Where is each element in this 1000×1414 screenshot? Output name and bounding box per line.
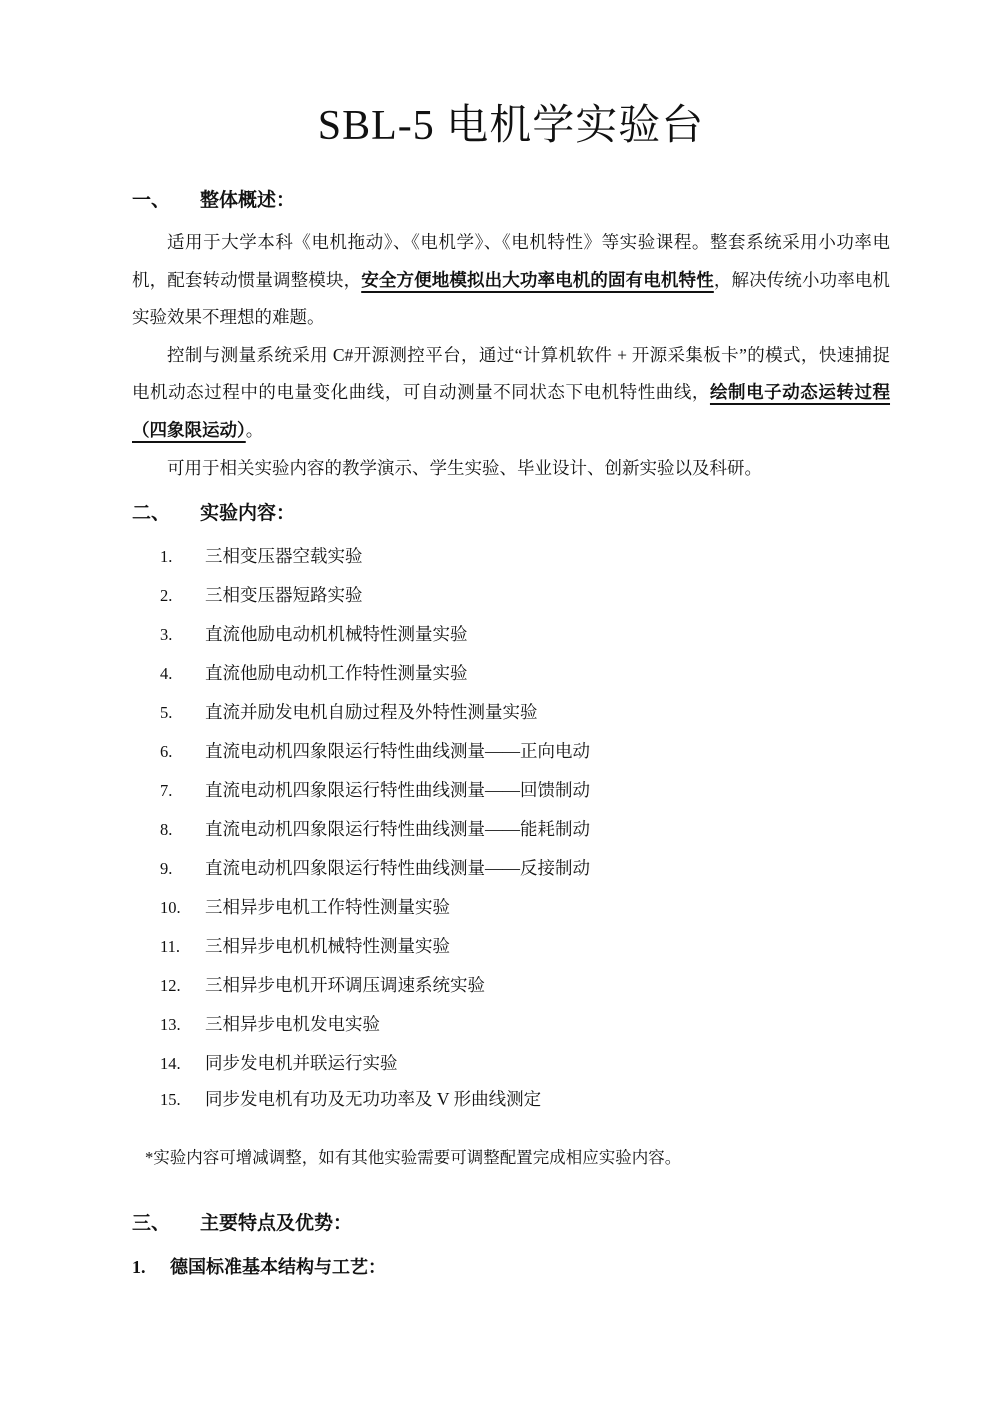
list-item-text: 三相变压器空载实验 xyxy=(205,546,363,567)
experiment-list-item xyxy=(132,732,890,771)
list-item-number: 15. xyxy=(160,1090,181,1110)
body-text: ，解决传统小功率电机实验效果不理想的难题。 xyxy=(132,269,891,328)
experiment-list-item xyxy=(132,654,890,693)
emphasized-text: 绘制电子动态运转过程（四象限运动） xyxy=(132,382,891,440)
list-item-number: 9. xyxy=(160,859,173,879)
list-item-number: 5. xyxy=(160,703,173,723)
experiment-list-item xyxy=(132,1005,890,1044)
section-heading-features xyxy=(132,1209,890,1239)
list-item-number: 13. xyxy=(160,1015,181,1035)
overview-paragraph xyxy=(132,337,890,450)
experiment-list-item xyxy=(132,810,890,849)
list-item-number: 14. xyxy=(160,1054,181,1074)
section-title: 实验内容： xyxy=(200,503,296,525)
list-item-number: 3. xyxy=(160,625,173,645)
experiment-list-item xyxy=(132,1044,890,1083)
experiments-note: *实验内容可增减调整，如有其他实验需要可调整配置完成相应实验内容。 xyxy=(145,1148,682,1168)
experiment-list-item xyxy=(132,927,890,966)
list-item-number: 12. xyxy=(160,976,181,996)
section-heading-experiments xyxy=(132,499,890,529)
feature-list-item xyxy=(132,1249,890,1285)
list-item-text: 直流电动机四象限运行特性曲线测量——反接制动 xyxy=(205,858,590,879)
section-number: 一、 xyxy=(132,190,171,211)
list-item-text: 直流电动机四象限运行特性曲线测量——正向电动 xyxy=(205,741,590,762)
overview-paragraph xyxy=(132,224,890,337)
list-item-number: 2. xyxy=(160,586,173,606)
list-item-number: 6. xyxy=(160,742,173,762)
overview-paragraphs xyxy=(132,224,890,487)
experiment-list-item xyxy=(132,888,890,927)
list-item-number: 1. xyxy=(160,547,173,567)
list-item-text: 三相异步电机工作特性测量实验 xyxy=(205,897,450,918)
experiment-list xyxy=(132,537,890,1119)
list-item-text: 三相变压器短路实验 xyxy=(205,585,363,606)
list-item-text: 三相异步电机开环调压调速系统实验 xyxy=(205,975,485,996)
experiment-list-item xyxy=(132,537,890,576)
emphasized-text: 安全方便地模拟出大功率电机的固有电机特性 xyxy=(361,269,714,290)
list-item-text: 德国标准基本结构与工艺： xyxy=(170,1257,386,1278)
body-text: 适用于大学本科《电机拖动》、《电机学》、《电机特性》等实验课程。整套系统采用小功率电机，配套转动惯量调整模块， xyxy=(132,232,890,290)
list-item-text: 同步发电机并联运行实验 xyxy=(205,1053,398,1074)
list-item-number: 7. xyxy=(160,781,173,801)
list-item-text: 三相异步电机机械特性测量实验 xyxy=(205,936,450,957)
list-item-text: 直流并励发电机自励过程及外特性测量实验 xyxy=(205,702,538,723)
body-text: 。 xyxy=(245,419,264,440)
experiment-list-item xyxy=(132,771,890,810)
experiment-list-item xyxy=(132,966,890,1005)
list-item-number: 11. xyxy=(160,937,181,957)
section-heading-overview xyxy=(132,186,890,216)
experiment-list-item xyxy=(132,1083,890,1119)
feature-list xyxy=(132,1249,890,1285)
section-title: 主要特点及优势： xyxy=(200,1213,353,1235)
section-number: 三、 xyxy=(132,1213,171,1235)
list-item-text: 直流他励电动机机械特性测量实验 xyxy=(205,624,468,645)
list-item-text: 三相异步电机发电实验 xyxy=(205,1014,380,1035)
list-item-text: 直流他励电动机工作特性测量实验 xyxy=(205,663,468,684)
overview-paragraph xyxy=(132,450,890,488)
section-number: 二、 xyxy=(132,503,171,525)
document-title: SBL-5 电机学实验台 xyxy=(317,103,705,149)
list-item-text: 同步发电机有功及无功功率及 V 形曲线测定 xyxy=(205,1089,542,1110)
experiment-list-item xyxy=(132,576,890,615)
list-item-text: 直流电动机四象限运行特性曲线测量——能耗制动 xyxy=(205,819,590,840)
list-item-number: 10. xyxy=(160,898,181,918)
body-text: 可用于相关实验内容的教学演示、学生实验、毕业设计、创新实验以及科研。 xyxy=(167,457,762,478)
list-item-text: 直流电动机四象限运行特性曲线测量——回馈制动 xyxy=(205,780,590,801)
list-item-number: 1. xyxy=(132,1257,146,1278)
experiment-list-item xyxy=(132,615,890,654)
experiment-list-item xyxy=(132,849,890,888)
list-item-number: 8. xyxy=(160,820,173,840)
section-title: 整体概述： xyxy=(200,190,296,211)
body-text: 控制与测量系统采用 C#开源测控平台，通过“计算机软件 + 开源采集板卡”的模式，快速捕捉电机动态过程中的电量变化曲线，可自动测量不同状态下电机特性曲线， xyxy=(132,344,890,403)
list-item-number: 4. xyxy=(160,664,173,684)
experiment-list-item xyxy=(132,693,890,732)
